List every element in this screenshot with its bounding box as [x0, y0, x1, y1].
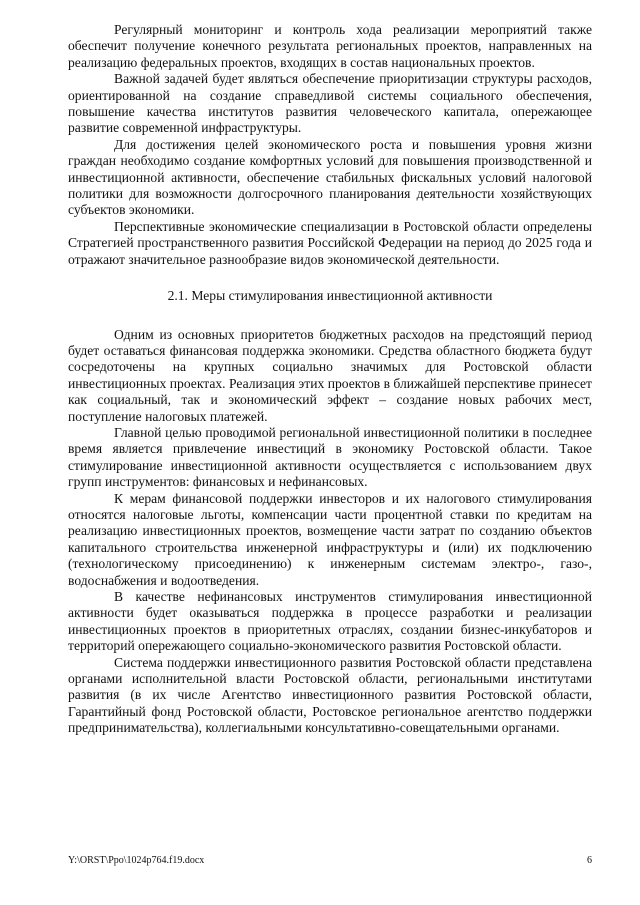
- paragraph-specializations: Перспективные экономические специализации в Ростовской области определены Стратегией пространственного развития Российской Федерации на период до 2025 года и отражают значительное разнообразие видов экономической деятельности.: [68, 218, 592, 267]
- paragraph-investment-policy: Главной целью проводимой региональной инвестиционной политики в последнее время является привлечение инвестиций в экономику Ростовской области. Такое стимулирование инвестиционной активности осуществляется с использованием двух групп инструментов: финансовых и нефинансовых.: [68, 424, 592, 490]
- paragraph-financial-measures: К мерам финансовой поддержки инвесторов и их налогового стимулирования относятся налоговые льготы, компенсации части процентной ставки по кредитам на реализацию инвестиционных проектов, возмещение части затрат по созданию объектов капитального строительства инженерной инфраструктуры и (или) их подключению (технологическому присоединению) к инженерным системам электро-, газо-, водоснабжения и водоотведения.: [68, 490, 592, 588]
- paragraph-nonfinancial-measures: В качестве нефинансовых инструментов стимулирования инвестиционной активности будет оказываться поддержка в процессе разработки и реализации инвестиционных проектов в приоритетных отраслях, создании бизнес-инкубаторов и территорий опережающего социально-экономического развития Ростовской области.: [68, 589, 592, 654]
- paragraph-monitoring: Регулярный мониторинг и контроль хода реализации мероприятий также обеспечит получение конечного результата региональных проектов, направленных на реализацию федеральных проектов, входящих в состав национальных проектов.: [68, 22, 592, 70]
- paragraph-expense-priorities: Важной задачей будет являться обеспечение приоритизации структуры расходов, ориентированной на создание справедливой системы социального обеспечения, повышение качества институтов развития человеческого капитала, опережающее развитие современной инфраструктуры.: [68, 71, 592, 136]
- page-footer: [68, 855, 592, 866]
- page-number: 6: [587, 855, 592, 866]
- paragraph-budget-priorities: Одним из основных приоритетов бюджетных расходов на предстоящий период будет оставаться финансовая поддержка экономики. Средства областного бюджета будут сосредоточены на крупных социально значимых для Ростовской области инвестиционных проектах. Реализация этих проектов в ближайшей перспективе принесет как социальный, так и экономический эффект – создание новых рабочих мест, поступление налоговых платежей.: [68, 326, 592, 424]
- section-heading: 2.1. Меры стимулирования инвестиционной активности: [167, 288, 493, 304]
- footer-file-path: Y:\ORST\Ppo\1024p764.f19.docx: [68, 855, 205, 866]
- paragraph-support-system: Система поддержки инвестиционного развития Ростовской области представлена органами исполнительной власти Ростовской области, региональными институтами развития (в их числе Агентство инвестиционного развития Ростовской области, Гарантийный фонд Ростовской области, Ростовское региональное агентство поддержки предпринимательства), коллегиальными консультативно-совещательными органами.: [68, 654, 592, 736]
- document-page: [68, 22, 592, 737]
- paragraph-growth-conditions: Для достижения целей экономического роста и повышения уровня жизни граждан необходимо создание комфортных условий для повышения производственной и инвестиционной активности, обеспечение стабильных фискальных условий налоговой политики для возможности долгосрочного планирования деятельности хозяйствующих субъектов экономики.: [68, 136, 592, 218]
